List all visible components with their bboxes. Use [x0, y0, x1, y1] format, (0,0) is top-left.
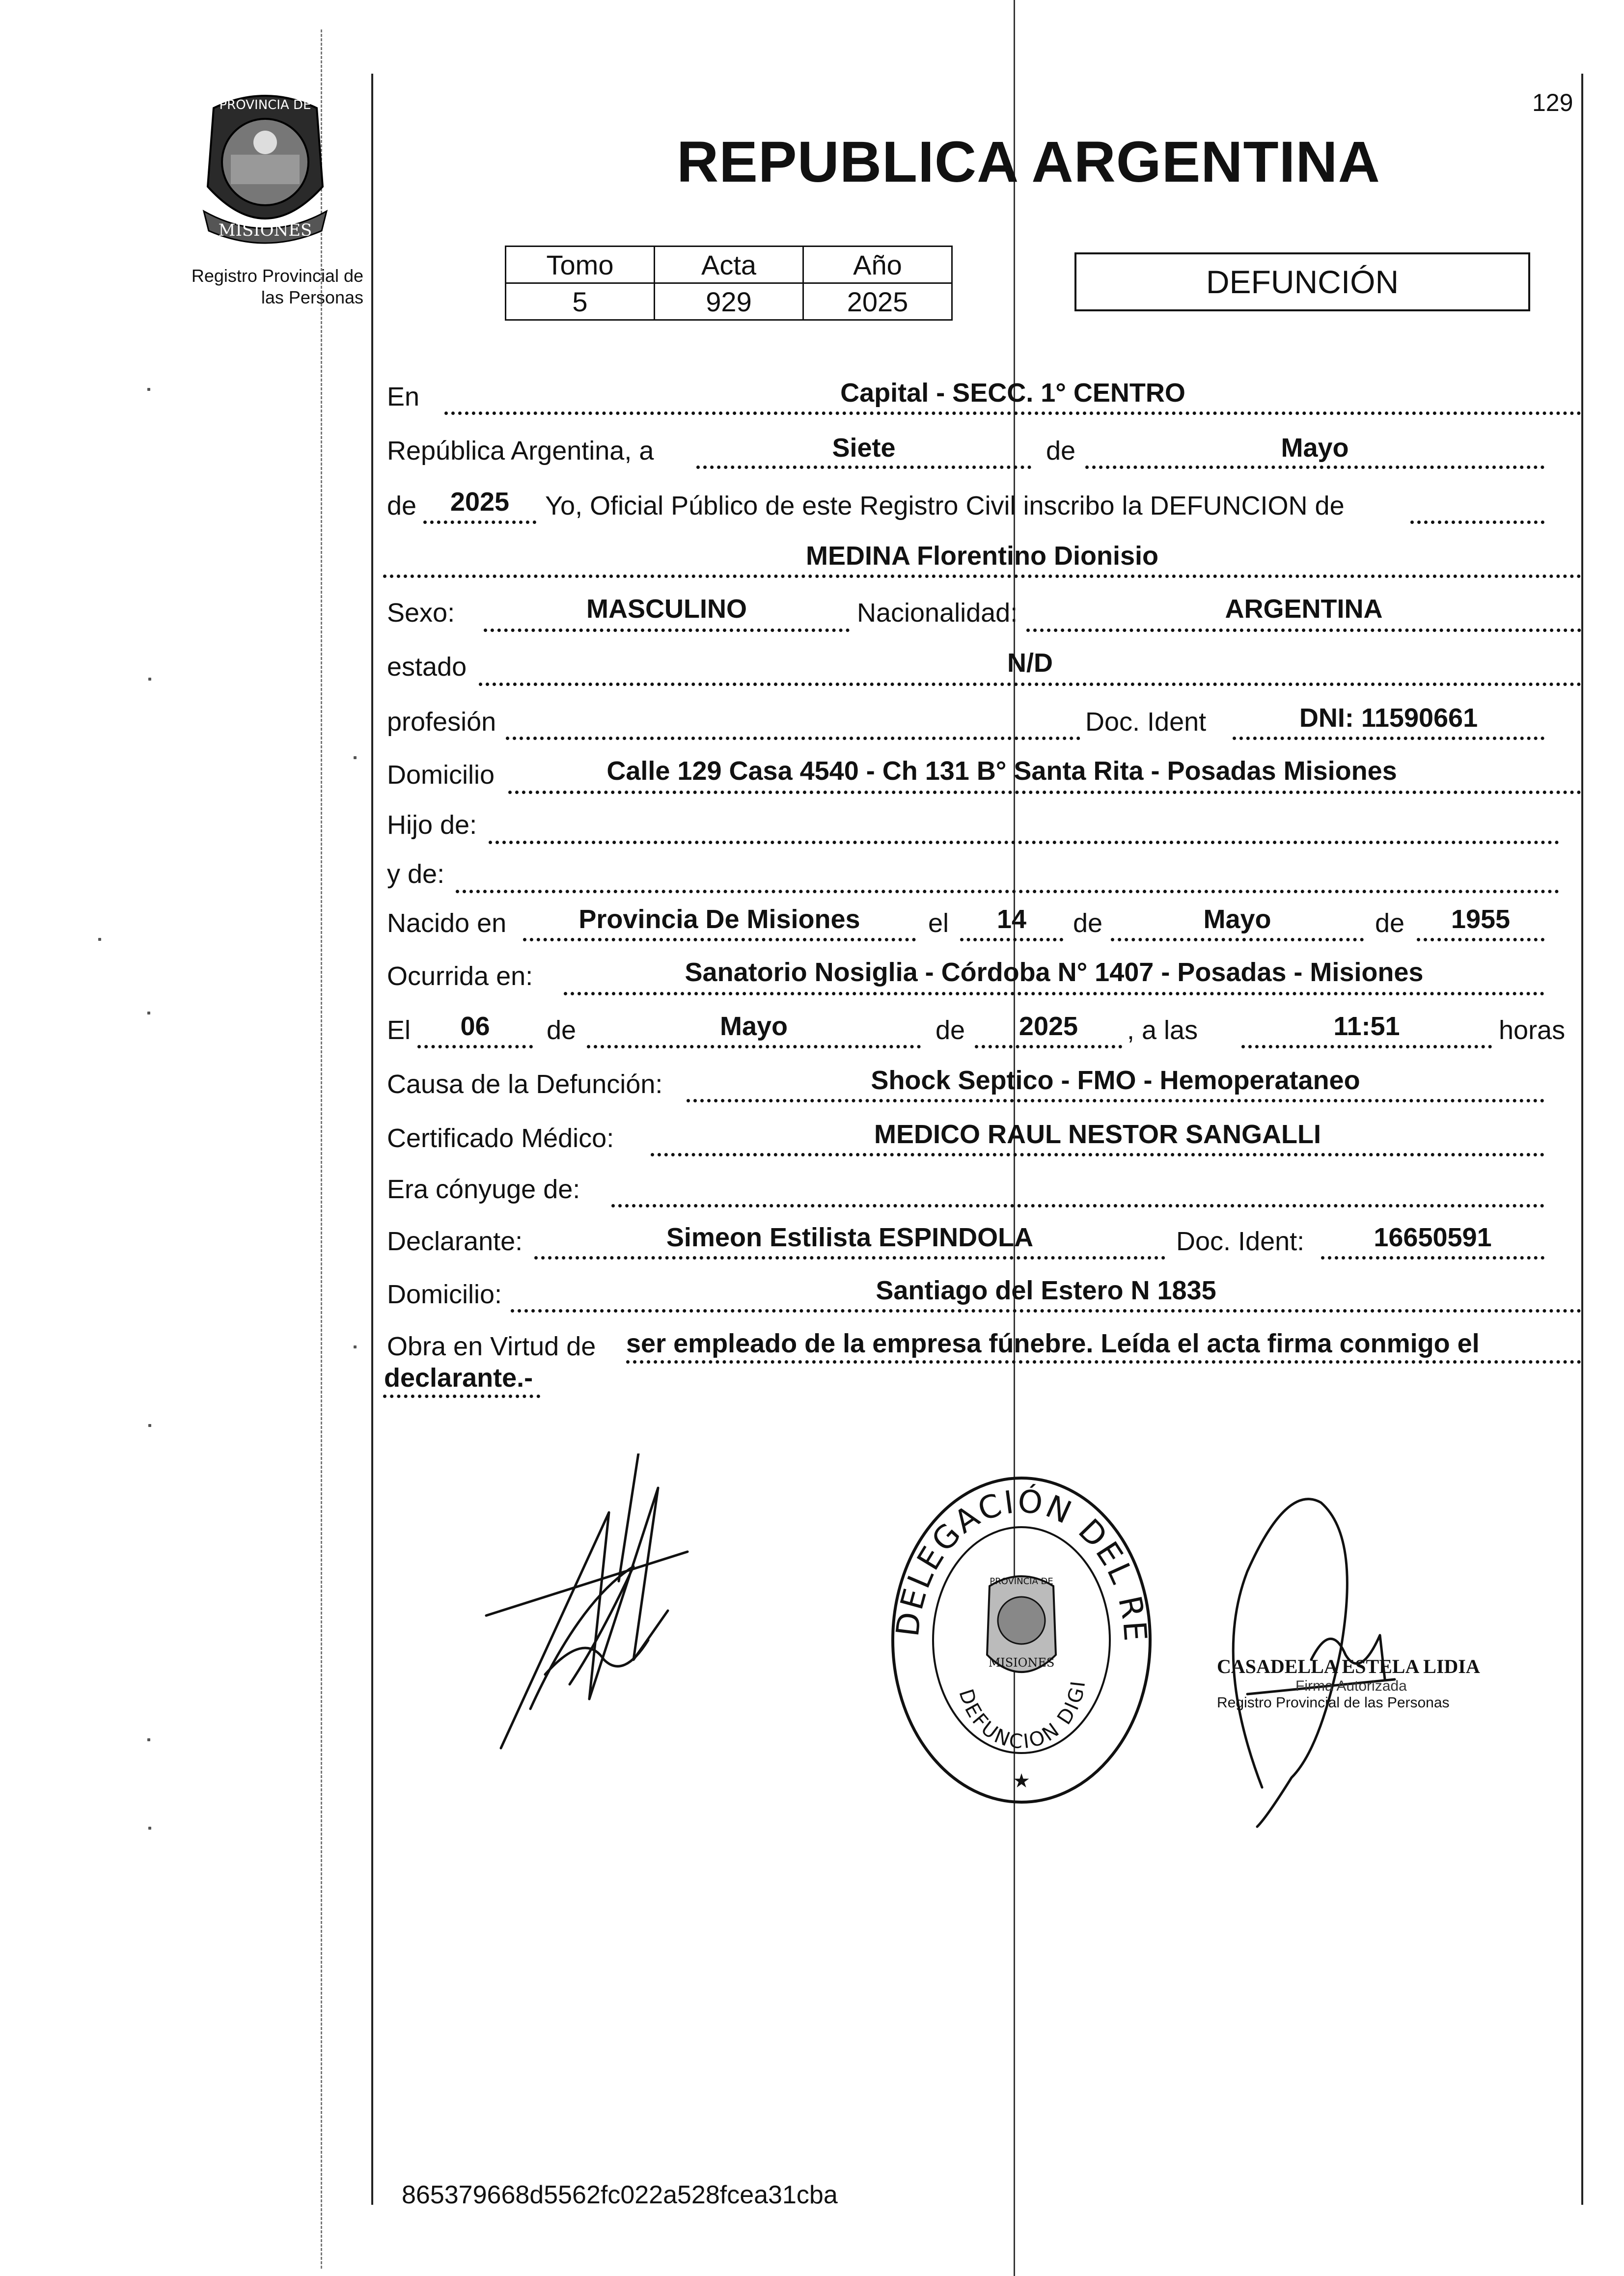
registry-stamp [884, 1468, 1159, 1812]
ocurrida-value: Sanatorio Nosiglia - Córdoba N° 1407 - Posadas - Misiones [685, 958, 1424, 987]
registry-label [147, 265, 363, 308]
registration-year: 2025 [450, 487, 510, 517]
estado-value: N/D [1007, 648, 1053, 678]
death-time-dotted-line [1241, 1045, 1492, 1048]
record-value-ano: 2025 [803, 283, 952, 320]
stamp-inner-text: DEFUNCION DIGI [954, 1678, 1090, 1754]
province-logo [194, 88, 336, 246]
document-type: DEFUNCIÓN [1206, 264, 1399, 300]
stamp-center-top: PROVINCIA DE [990, 1576, 1053, 1587]
certificado-value: MEDICO RAUL NESTOR SANGALLI [874, 1120, 1321, 1149]
death-de-label: de [547, 1015, 577, 1045]
conyuge-dotted-line [611, 1204, 1544, 1207]
stamp-center-bottom: MISIONES [988, 1656, 1055, 1670]
registry-label-line1: Registro Provincial de [191, 266, 363, 286]
birth-month: Mayo [1203, 905, 1271, 934]
en-value: Capital - SECC. 1° CENTRO [840, 378, 1185, 408]
nacionalidad-dotted-line [1026, 629, 1581, 632]
page-title: REPUBLICA ARGENTINA [677, 130, 1380, 194]
certificado-label: Certificado Médico: [387, 1124, 614, 1153]
name-dotted-line [383, 575, 1581, 578]
birth-day: 14 [996, 905, 1027, 934]
declarante-doc-label: Doc. Ident: [1176, 1227, 1305, 1256]
scan-speck [148, 678, 151, 681]
estado-label: estado [387, 652, 467, 682]
death-el-label: El [387, 1015, 411, 1045]
obra-value-line2: declarante.- [384, 1363, 533, 1393]
doc-ident-label: Doc. Ident [1085, 707, 1207, 737]
yde-dotted-line [456, 890, 1559, 893]
obra-value-line1: ser empleado de la empresa fúnebre. Leída el acta firma conmigo el [626, 1329, 1480, 1358]
registration-month: Mayo [1281, 433, 1349, 463]
document-hash: 865379668d5562fc022a528fcea31cba [402, 2181, 838, 2209]
en-label: En [387, 382, 420, 411]
registry-label-line2: las Personas [261, 287, 363, 307]
doc-ident-dotted-line [1233, 737, 1544, 740]
domicilio2-dotted-line [511, 1309, 1581, 1313]
birth-month-dotted-line [1111, 938, 1364, 941]
doc-ident-value: DNI: 11590661 [1299, 703, 1478, 733]
sexo-value: MASCULINO [586, 594, 747, 624]
year-dotted-line [423, 521, 536, 524]
month-dotted-line [1085, 466, 1544, 469]
deceased-name: MEDINA Florentino Dionisio [806, 541, 1158, 571]
right-frame-line [1581, 74, 1583, 2205]
death-time: 11:51 [1333, 1012, 1400, 1041]
day-dotted-line [696, 466, 1031, 469]
causa-label: Causa de la Defunción: [387, 1069, 663, 1099]
profesion-dotted-line [506, 737, 1080, 740]
declarante-label: Declarante: [387, 1227, 523, 1256]
obra-dotted-line-2 [383, 1395, 540, 1398]
nacido-label: Nacido en [387, 908, 507, 938]
domicilio-dotted-line [508, 791, 1581, 794]
record-value-tomo: 5 [506, 283, 655, 320]
de-label: de [1046, 436, 1076, 466]
obra-label: Obra en Virtud de [387, 1332, 596, 1361]
clerk-block [1217, 1655, 1531, 1711]
record-value-acta: 929 [655, 283, 803, 320]
record-header-ano: Año [803, 247, 952, 283]
hijo-label: Hijo de: [387, 810, 477, 840]
conyuge-label: Era cónyuge de: [387, 1175, 580, 1204]
sexo-label: Sexo: [387, 598, 455, 628]
scan-speck [148, 1827, 151, 1830]
birth-de-label-2: de [1375, 908, 1405, 938]
declarante-dotted-line [534, 1256, 1165, 1260]
stamp-outer-text: DELEGACIÓN DEL RE [889, 1483, 1154, 1645]
causa-value: Shock Septico - FMO - Hemoperataneo [871, 1066, 1360, 1095]
registration-day: Siete [832, 433, 896, 463]
el-label: el [928, 908, 949, 938]
yde-label: y de: [387, 859, 445, 889]
birth-de-label: de [1073, 908, 1103, 938]
declarant-signature [471, 1453, 697, 1773]
hijo-dotted-line [489, 841, 1559, 844]
declarante-value: Simeon Estilista ESPINDOLA [666, 1223, 1034, 1252]
perforation-line [321, 29, 322, 2269]
causa-dotted-line [687, 1099, 1544, 1102]
birth-day-dotted-line [960, 938, 1063, 941]
alas-label: , a las [1127, 1015, 1198, 1045]
estado-dotted-line [479, 683, 1581, 686]
death-year: 2025 [1018, 1012, 1078, 1041]
record-table-value-row [506, 283, 952, 320]
domicilio2-value: Santiago del Estero N 1835 [876, 1276, 1216, 1305]
en-dotted-line [444, 411, 1581, 415]
scan-speck [147, 1012, 150, 1015]
scan-speck [354, 1345, 357, 1348]
officer-dotted-line [1410, 521, 1544, 524]
death-de-label-2: de [936, 1015, 965, 1045]
death-day: 06 [460, 1012, 490, 1041]
death-day-dotted-line [417, 1045, 533, 1048]
birth-place: Provincia De Misiones [578, 905, 860, 934]
scan-speck [148, 1424, 151, 1427]
record-header-acta: Acta [655, 247, 803, 283]
birth-year-dotted-line [1417, 938, 1544, 941]
horas-label: horas [1499, 1015, 1566, 1045]
ocurrida-label: Ocurrida en: [387, 961, 533, 991]
left-frame-line [371, 74, 373, 2205]
document-type-box [1074, 252, 1530, 311]
svg-text:★: ★ [1013, 1770, 1030, 1792]
death-month-dotted-line [587, 1045, 921, 1048]
page-number: 129 [1532, 89, 1573, 116]
logo-text-bottom: MISIONES [218, 220, 312, 240]
clerk-name: CASADELLA ESTELA LIDIA [1217, 1655, 1480, 1677]
death-month: Mayo [719, 1012, 788, 1041]
declarante-doc-dotted-line [1321, 1256, 1544, 1260]
birth-year: 1955 [1451, 905, 1511, 934]
logo-text-top: PROVINCIA DE [219, 98, 311, 112]
nacionalidad-value: ARGENTINA [1225, 594, 1383, 624]
nacido-dotted-line [523, 938, 916, 941]
certificado-dotted-line [651, 1153, 1544, 1156]
domicilio-label: Domicilio [387, 760, 495, 790]
nacionalidad-label: Nacionalidad: [857, 598, 1018, 628]
record-table-header-row [506, 247, 952, 283]
scan-speck [354, 756, 357, 759]
domicilio2-label: Domicilio: [387, 1280, 502, 1309]
record-header-tomo: Tomo [506, 247, 655, 283]
clerk-role: Firma Autorizada [1295, 1678, 1407, 1694]
domicilio-value: Calle 129 Casa 4540 - Ch 131 B° Santa Rita - Posadas Misiones [606, 756, 1397, 786]
clerk-office: Registro Provincial de las Personas [1217, 1695, 1450, 1711]
year-prefix-label: de [387, 491, 417, 521]
officer-text: Yo, Oficial Público de este Registro Civil inscribo la DEFUNCION de [545, 491, 1345, 521]
obra-dotted-line [626, 1360, 1581, 1364]
declarante-doc-value: 16650591 [1374, 1223, 1492, 1252]
death-year-dotted-line [975, 1045, 1122, 1048]
ocurrida-dotted-line [564, 992, 1544, 995]
profesion-label: profesión [387, 707, 496, 737]
scan-speck [147, 1738, 150, 1741]
sexo-dotted-line [484, 629, 850, 632]
record-table [505, 246, 953, 321]
scan-speck [147, 388, 150, 391]
scan-speck [98, 938, 101, 941]
republica-label: República Argentina, a [387, 436, 654, 466]
